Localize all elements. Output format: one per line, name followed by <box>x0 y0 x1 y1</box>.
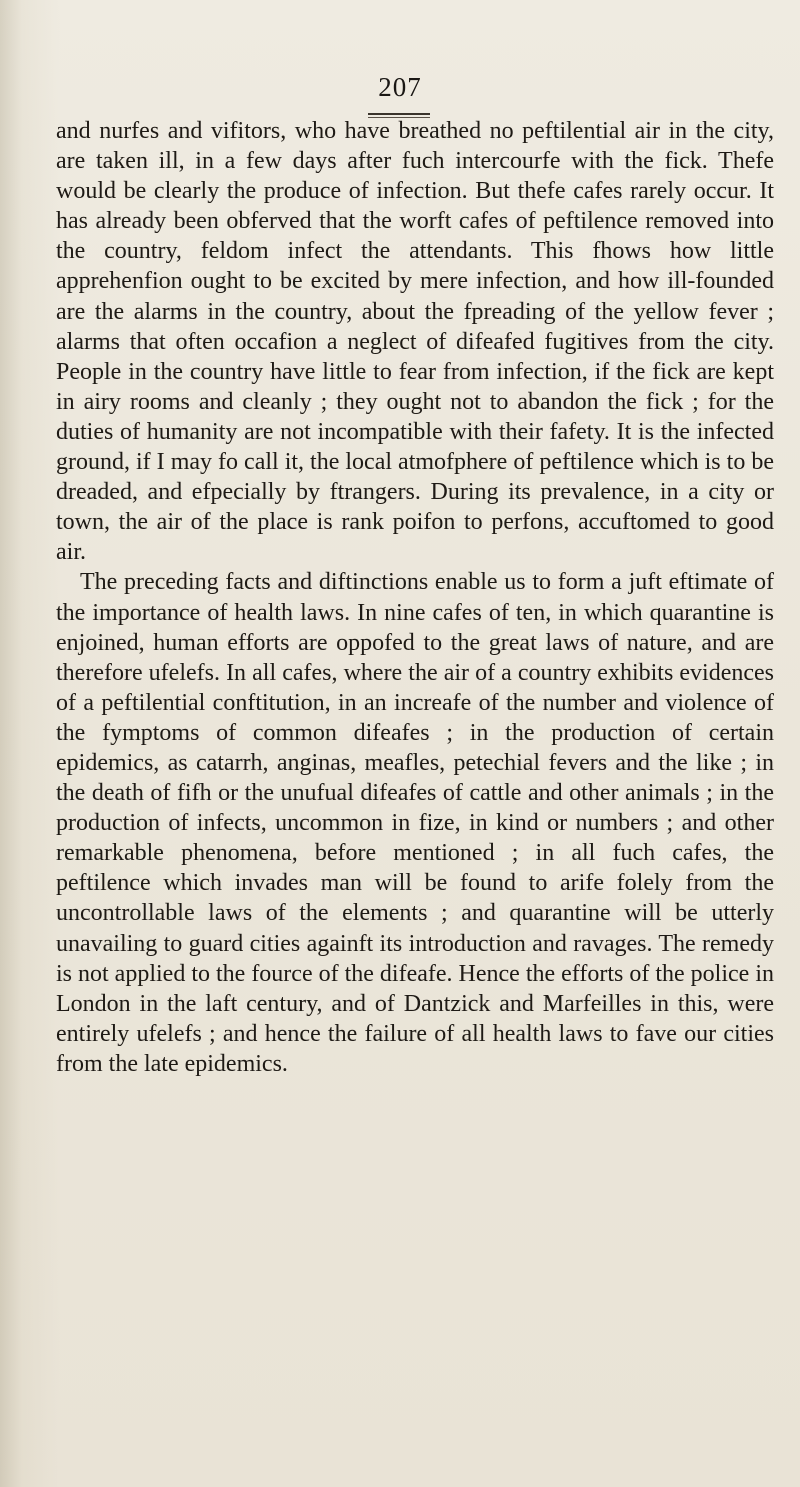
paragraph-health-laws: The preceding facts and diftinctions enable us to form a juft eftimate of the importance of health laws. In nine cafes of ten, in which quarantine is enjoined, human efforts are oppofed to the great laws of nature, and are therefore ufelefs. In all cafes, where the air of a country exhibits evidences of a peftilential conftitution, in an increafe of the number and violence of the fymptoms of common difeafes ; in the production of certain epidemics, as catarrh, anginas, meafles, petechial fevers and the like ; in the death of fifh or the unufual difeafes of cattle and other animals ; in the production of infects, uncommon in fize, in kind or numbers ; and other remarkable phenomena, before mentioned ; in all fuch cafes, the peftilence which invades man will be found to arife folely from the uncontrollable laws of the elements ; and quarantine will be utterly unavailing to guard cities againft its introduction and ravages. The remedy is not applied to the fource of the difeafe. Hence the efforts of the police in London in the laft century, and of Dantzick and Marfeilles in this, were entirely ufelefs ; and hence the failure of all health laws to fave our cities from the late epidemics. <box>56 569 774 1077</box>
header-rule <box>368 113 430 115</box>
page-number: 207 <box>378 72 422 102</box>
page-body-text <box>56 116 774 1079</box>
paragraph-continuation: and nurfes and vifitors, who have breathed no peftilential air in the city, are taken ill, in a few days after fuch intercourfe with the fick. Thefe would be clearly the produce of infection. But thefe cafes rarely occur. It has already been obferved that the worft cafes of peftilence removed into the country, feldom infect the attendants. This fhows how little apprehenfion ought to be excited by mere infection, and how ill-founded are the alarms in the country, about the fpreading of the yellow fever ; alarms that often occafion a neglect of difeafed fugitives from the city. People in the country have little to fear from infection, if the fick are kept in airy rooms and cleanly ; they ought not to abandon the fick ; for the duties of humanity are not incompatible with their fafety. It is the infected ground, if I may fo call it, the local atmofphere of peftilence which is to be dreaded, and efpecially by ftrangers. During its prevalence, in a city or town, the air of the place is rank poifon to perfons, accuftomed to good air. <box>56 118 774 566</box>
